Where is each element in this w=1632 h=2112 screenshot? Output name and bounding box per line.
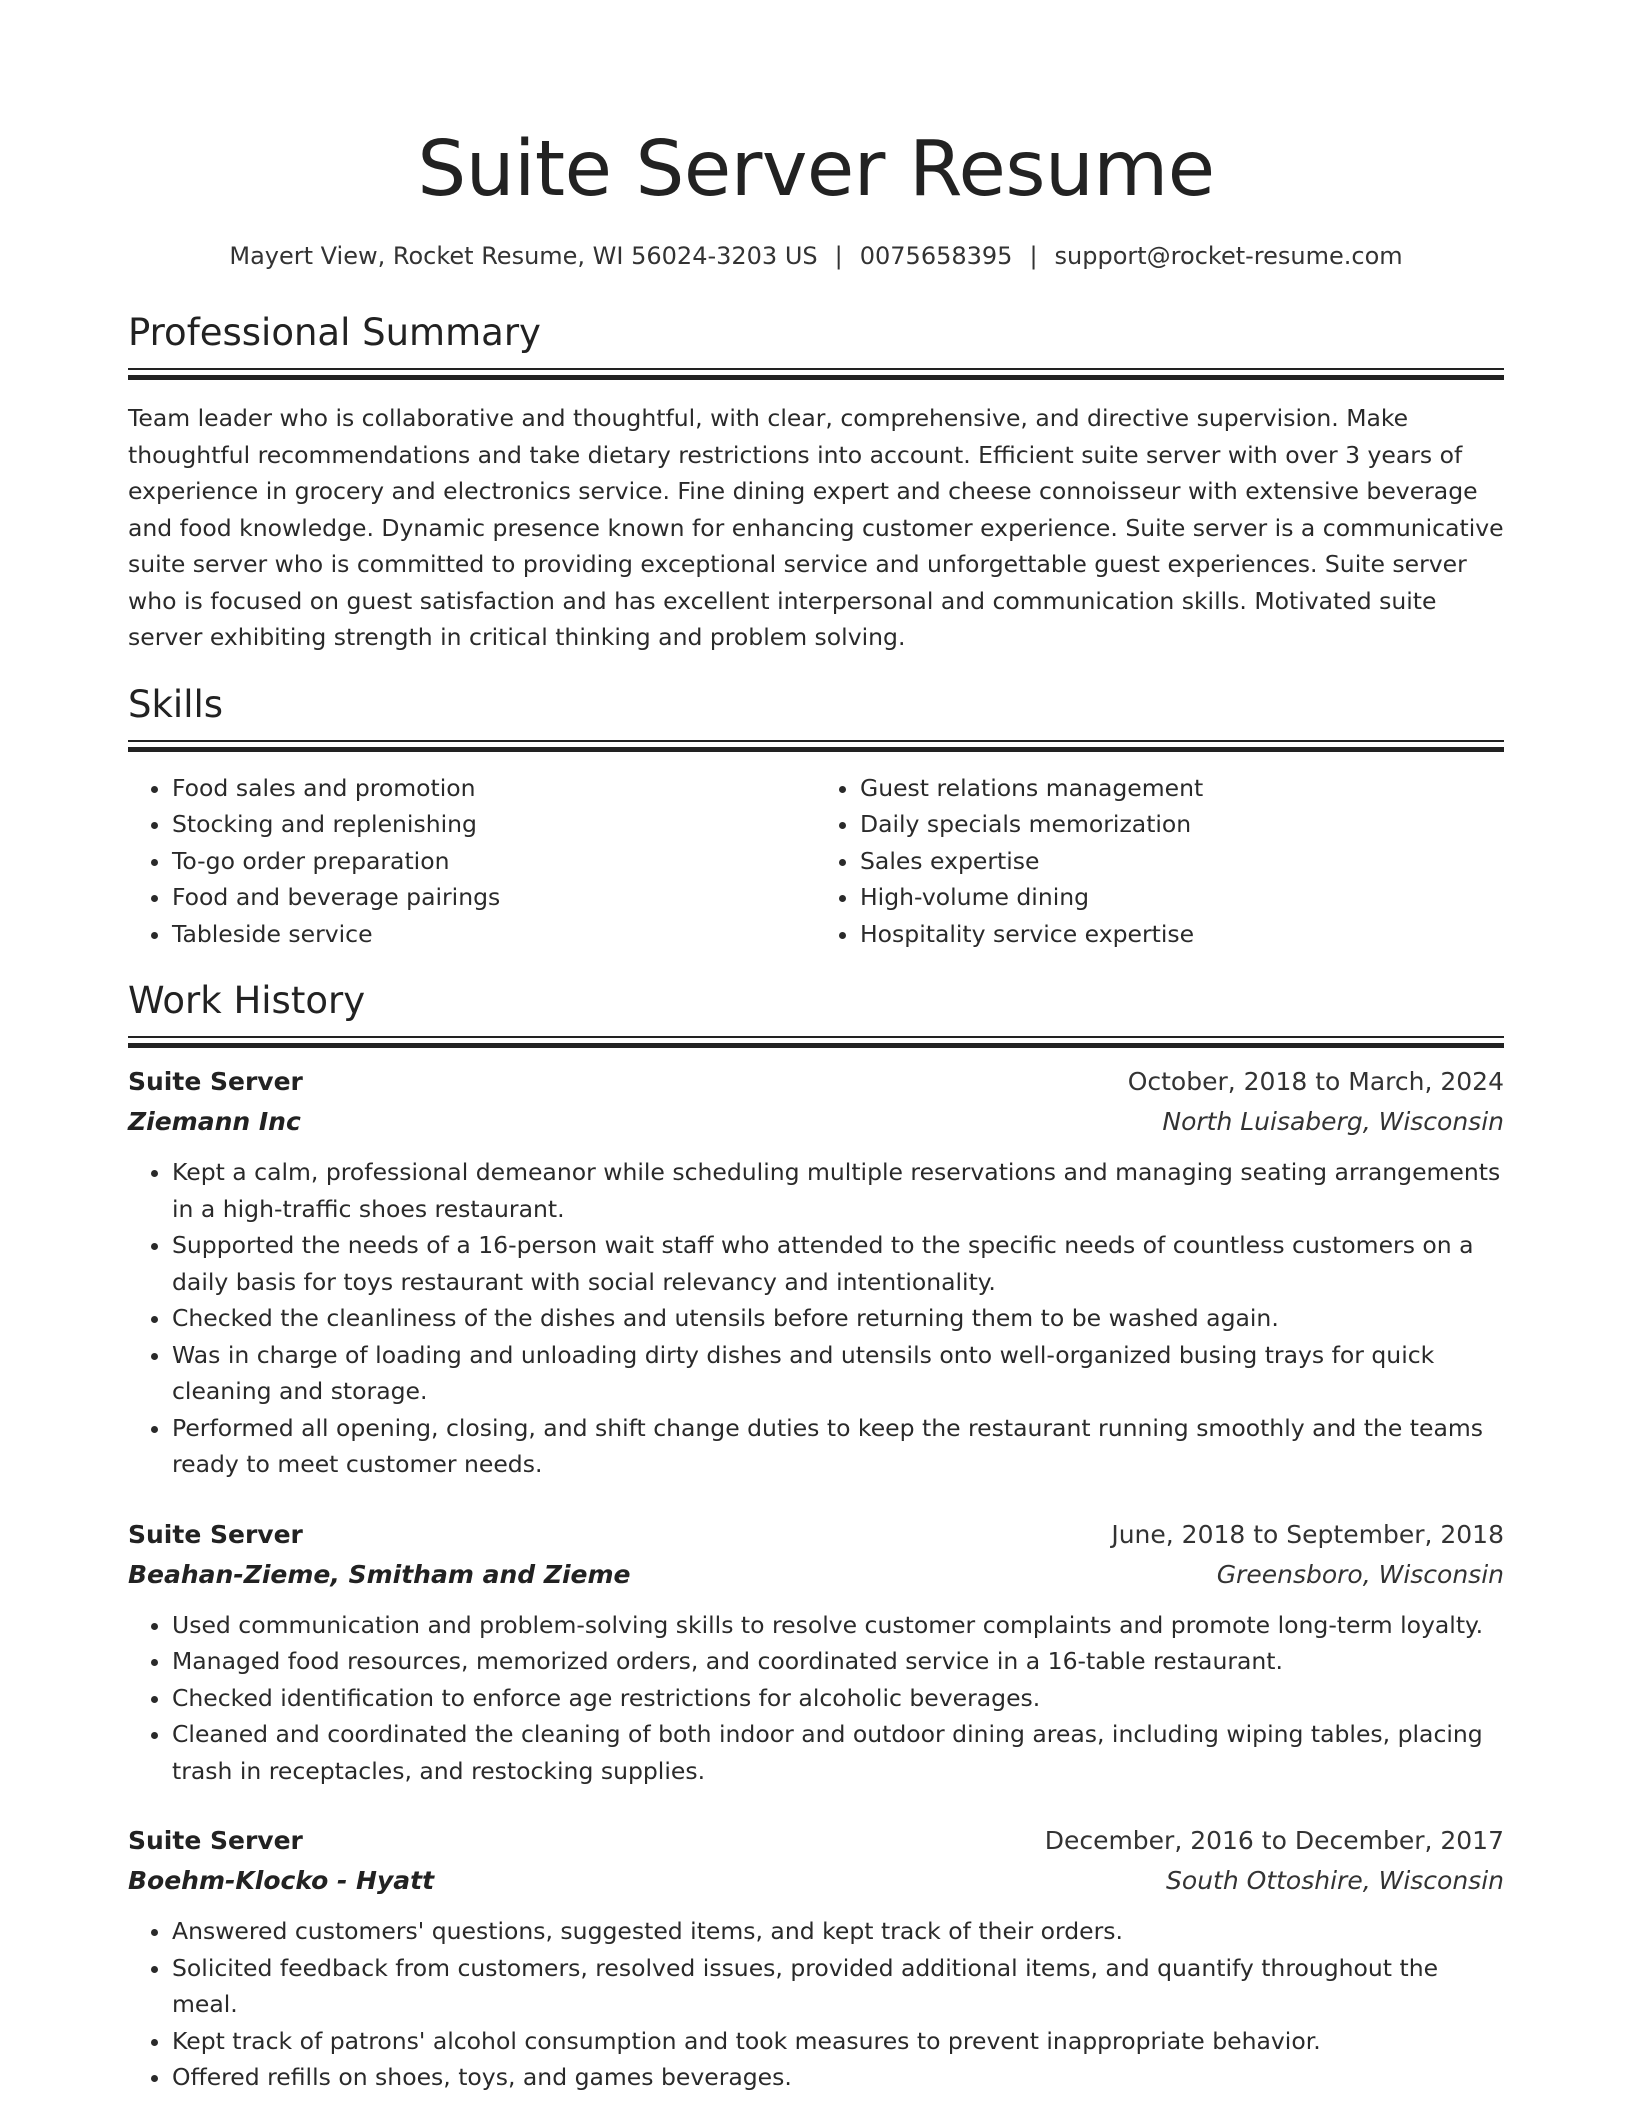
skills-list-right <box>816 770 1504 953</box>
skill-item: • Guest relations management <box>860 770 1504 807</box>
summary-section <box>128 310 1504 656</box>
job-bullet: • Answered customers' questions, suggested items, and kept track of their orders. <box>172 1913 1504 1950</box>
job-bullet: • Kept track of patrons' alcohol consumption and took measures to prevent inappropriate behavior. <box>172 2023 1504 2060</box>
job-bullet: • Used communication and problem-solving skills to resolve customer complaints and promote long-term loyalty. <box>172 1607 1504 1644</box>
skill-item: • Stocking and replenishing <box>172 806 816 843</box>
skill-item: • Food sales and promotion <box>172 770 816 807</box>
job-subheader <box>128 1861 1504 1901</box>
section-divider <box>128 368 1504 380</box>
job-bullet: • Supported the needs of a 16-person wait staff who attended to the specific needs of countless customers on a daily basis for toys restaurant with social relevancy and intentionality. <box>172 1227 1504 1300</box>
job-header <box>128 1062 1504 1102</box>
job-subheader <box>128 1555 1504 1595</box>
job-subheader <box>128 1102 1504 1142</box>
job-entry <box>128 1515 1504 1790</box>
skill-item: • Food and beverage pairings <box>172 879 816 916</box>
section-heading-skills: Skills <box>128 682 224 726</box>
skills-column-left <box>128 770 816 953</box>
contact-email[interactable]: support@rocket-resume.com <box>1054 242 1403 270</box>
skill-item: • Sales expertise <box>860 843 1504 880</box>
job-location: North Luisaberg, Wisconsin <box>1162 1107 1504 1136</box>
resume-title: Suite Server Resume <box>417 125 1215 214</box>
work-history-section <box>128 978 1504 2096</box>
skills-list-left <box>128 770 816 953</box>
job-entry <box>128 1821 1504 2096</box>
job-title: Suite Server <box>128 1826 303 1855</box>
job-bullet: • Solicited feedback from customers, resolved issues, provided additional items, and quantify throughout the meal. <box>172 1950 1504 2023</box>
job-bullet: • Checked the cleanliness of the dishes and utensils before returning them to be washed again. <box>172 1300 1504 1337</box>
summary-text: Team leader who is collaborative and thoughtful, with clear, comprehensive, and directive supervision. Make thoughtful recommendations and take dietary restrictions into account. Efficient suite server with over 3 years of experience in grocery and electronics service. Fine dining expert and cheese connoisseur with extensive beverage and food knowledge. Dynamic presence known for enhancing customer experience. Suite server is a communicative suite server who is committed to providing exceptional service and unforgettable guest experiences. Suite server who is focused on guest satisfaction and has excellent interpersonal and communication skills. Motivated suite server exhibiting strength in critical thinking and problem solving. <box>128 404 1504 651</box>
skills-section <box>128 682 1504 953</box>
contact-separator: | <box>834 242 843 270</box>
section-divider <box>128 1036 1504 1048</box>
job-bullet: • Checked identification to enforce age restrictions for alcoholic beverages. <box>172 1680 1504 1717</box>
job-header <box>128 1515 1504 1555</box>
job-header <box>128 1821 1504 1861</box>
skill-item: • To-go order preparation <box>172 843 816 880</box>
job-bullet: • Was in charge of loading and unloading dirty dishes and utensils onto well-organized busing trays for quick cleaning and storage. <box>172 1337 1504 1410</box>
job-bullet-list <box>128 1913 1504 2096</box>
job-bullet-list <box>128 1154 1504 1483</box>
job-bullet: • Offered refills on shoes, toys, and games beverages. <box>172 2059 1504 2096</box>
contact-address: Mayert View, Rocket Resume, WI 56024-3203 US <box>229 242 818 270</box>
skill-item: • High-volume dining <box>860 879 1504 916</box>
skills-grid <box>128 770 1504 953</box>
job-bullet: • Kept a calm, professional demeanor while scheduling multiple reservations and managing seating arrangements in a high-traffic shoes restaurant. <box>172 1154 1504 1227</box>
job-bullet-list <box>128 1607 1504 1790</box>
job-dates: December, 2016 to December, 2017 <box>1044 1826 1504 1855</box>
skill-item: • Tableside service <box>172 916 816 953</box>
contact-phone: 0075658395 <box>859 242 1013 270</box>
section-divider <box>128 740 1504 752</box>
job-company: Boehm-Klocko - Hyatt <box>128 1866 435 1895</box>
job-dates: June, 2018 to September, 2018 <box>1111 1519 1504 1549</box>
contact-separator: | <box>1029 242 1038 270</box>
job-location: Greensboro, Wisconsin <box>1216 1559 1504 1589</box>
skill-item: • Hospitality service expertise <box>860 916 1504 953</box>
job-bullet: • Cleaned and coordinated the cleaning of both indoor and outdoor dining areas, including wiping tables, placing trash in receptacles, and restocking supplies. <box>172 1716 1504 1789</box>
section-heading-summary: Professional Summary <box>128 311 541 354</box>
job-entry <box>128 1062 1504 1483</box>
job-location: South Ottoshire, Wisconsin <box>1166 1866 1504 1895</box>
job-dates: October, 2018 to March, 2024 <box>1127 1067 1504 1096</box>
skill-item: • Daily specials memorization <box>860 806 1504 843</box>
job-bullet: • Performed all opening, closing, and shift change duties to keep the restaurant running smoothly and the teams ready to meet customer needs. <box>172 1410 1504 1483</box>
job-title: Suite Server <box>128 1519 303 1549</box>
skills-column-right <box>816 770 1504 953</box>
job-bullet: • Managed food resources, memorized orders, and coordinated service in a 16-table restaurant. <box>172 1643 1504 1680</box>
job-company: Beahan-Zieme, Smitham and Zieme <box>128 1559 631 1589</box>
section-heading-work-history: Work History <box>128 979 366 1022</box>
job-title: Suite Server <box>128 1067 303 1096</box>
contact-line <box>128 240 1504 272</box>
job-company: Ziemann Inc <box>128 1107 301 1136</box>
